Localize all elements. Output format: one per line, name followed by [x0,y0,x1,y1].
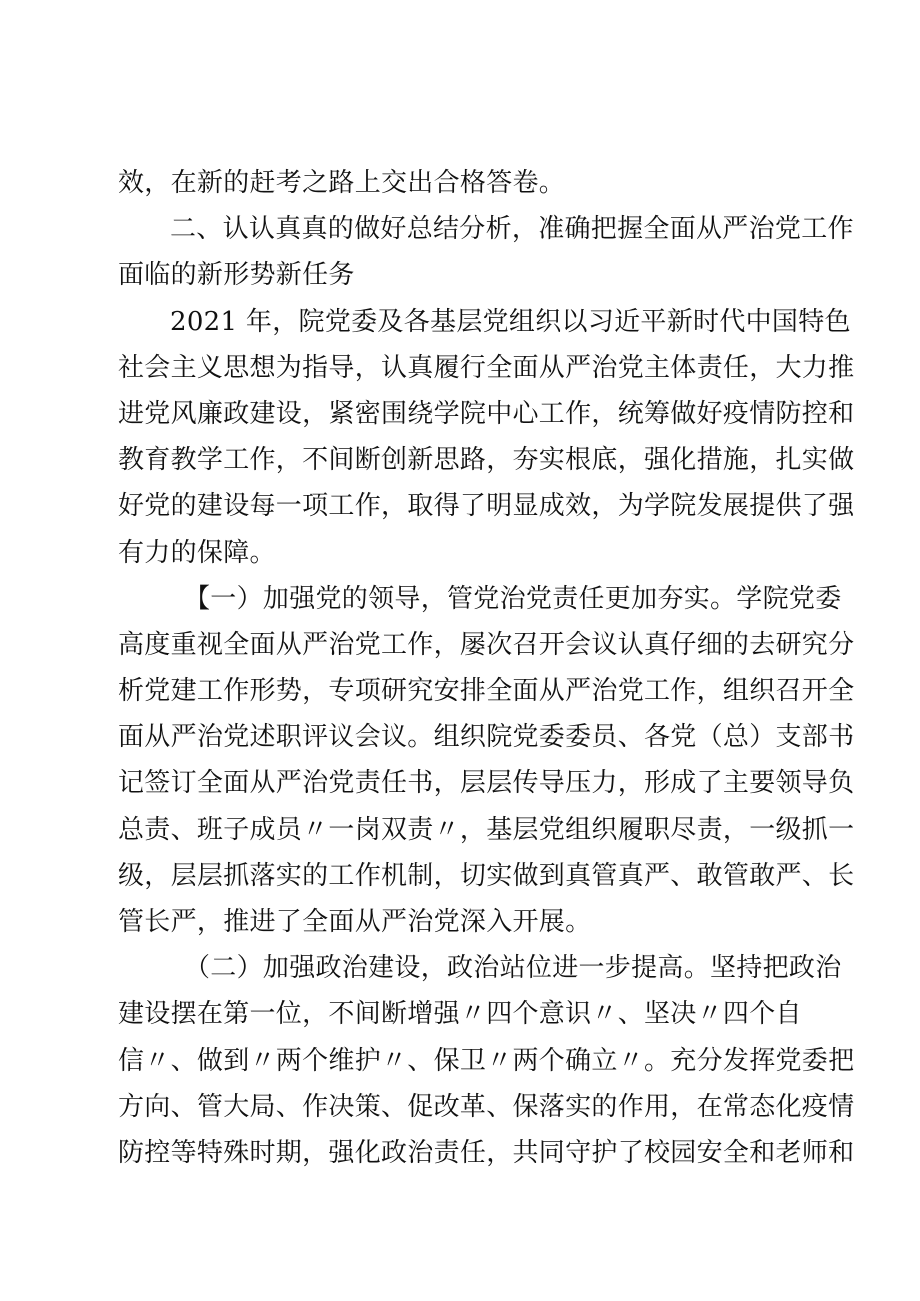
subsection-2-line-1: （二）加强政治建设，政治站位进一步提高。坚持把政治 [184,953,842,984]
subsection-1-line-6: 总责、班子成员〃一岗双责〃，基层党组织履职尽责，一级抓一 [118,814,855,845]
subsection-2-line-4: 方向、管大局、作决策、促改革、保落实的作用，在常态化疫情 [118,1091,855,1122]
subsection-1-line-3: 析党建工作形势，专项研究安排全面从严治党工作，组织召开全 [118,676,855,707]
text-line-1: 效，在新的赶考之路上交出合格答卷。 [118,168,566,198]
subsection-2-line-2: 建设摆在第一位，不间断增强〃四个意识〃、坚决〃四个自 [118,999,802,1030]
subsection-1-line-2: 高度重视全面从严治党工作，屡次召开会议认真仔细的去研究分 [118,629,855,660]
subsection-2-line-5: 防控等特殊时期，强化政治责任，共同守护了校园安全和老师和 [118,1137,855,1168]
subsection-1-line-1: 【一）加强党的领导，管党治党责任更加夯实。学院党委 [184,583,842,614]
paragraph-2021-line-4: 教育教学工作，不间断创新思路，夯实根底，强化措施，扎实做 [118,445,855,476]
subsection-1-line-5: 记签订全面从严治党责任书，层层传导压力，形成了主要领导负 [118,768,855,799]
paragraph-2021-line-2: 社会主义思想为指导，认真履行全面从严治党主体责任，大力推 [118,352,855,383]
paragraph-2021-line-6: 有力的保障。 [118,537,276,568]
section-heading-2-line-1: 二、认认真真的做好总结分析，准确把握全面从严治党工作 [170,214,854,245]
paragraph-2021-line-3: 进党风廉政建设，紧密围绕学院中心工作，统筹做好疫情防控和 [118,398,855,429]
subsection-1-line-8: 管长严，推进了全面从严治党深入开展。 [118,907,592,937]
body-text [118,160,855,1176]
paragraph-2021-line-5: 好党的建设每一项工作，取得了明显成效，为学院发展提供了强 [118,491,855,522]
paragraph-2021-line-1: 2021 年，院党委及各基层党组织以习近平新时代中国特色 [170,306,851,337]
subsection-1-line-4: 面从严治党述职评议会议。组织院党委委员、各党（总）支部书 [118,722,855,753]
subsection-1-line-7: 级，层层抓落实的工作机制，切实做到真管真严、敢管敢严、长 [118,860,855,891]
section-heading-2-line-2: 面临的新形势新任务 [118,260,355,291]
subsection-2-line-3: 信〃、做到〃两个维护〃、保卫〃两个确立〃。充分发挥党委把 [118,1045,855,1076]
